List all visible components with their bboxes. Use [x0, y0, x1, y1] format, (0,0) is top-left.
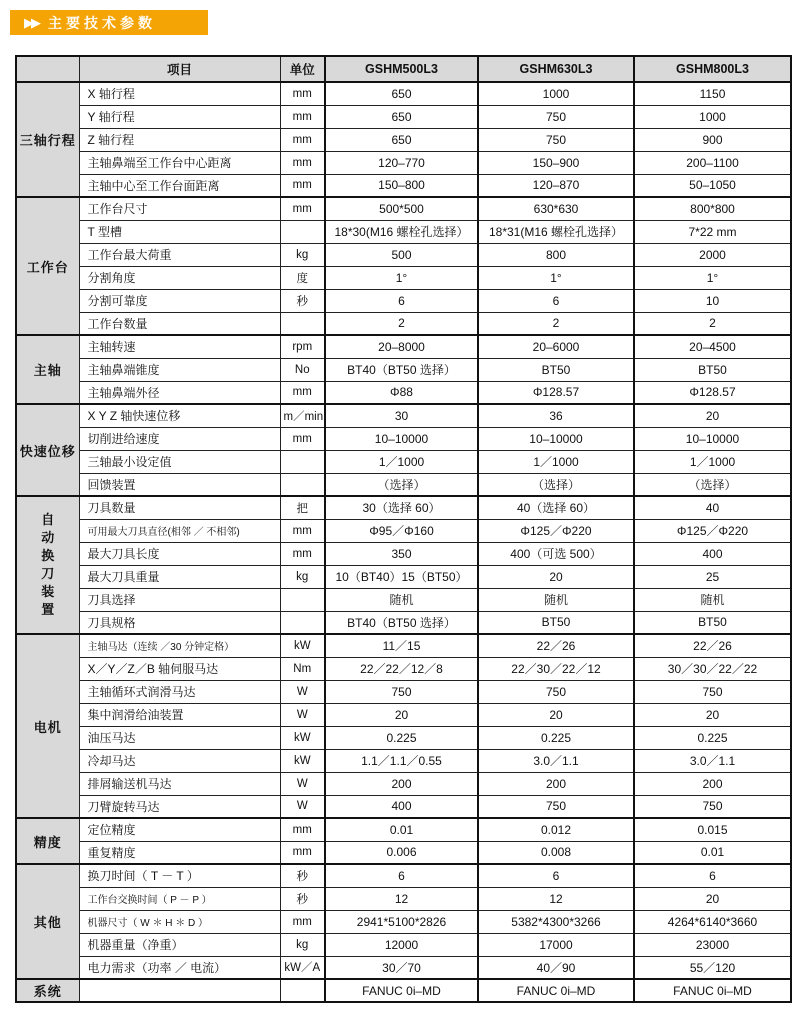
spec-value: 1000 — [478, 82, 634, 105]
spec-value: 1／1000 — [325, 450, 478, 473]
spec-row — [16, 795, 791, 818]
spec-value: （选择） — [634, 473, 791, 496]
spec-unit: kg — [280, 243, 325, 266]
spec-value: 750 — [478, 128, 634, 151]
row-group-label: 其他 — [16, 864, 79, 979]
spec-row — [16, 243, 791, 266]
spec-value: Φ125／Φ220 — [478, 519, 634, 542]
spec-value: FANUC 0i–MD — [325, 979, 478, 1002]
row-group-label: 自 动 换 刀 装 置 — [16, 496, 79, 634]
spec-value: 400 — [634, 542, 791, 565]
spec-row — [16, 680, 791, 703]
spec-row — [16, 749, 791, 772]
spec-unit: mm — [280, 82, 325, 105]
spec-value: 11／15 — [325, 634, 478, 657]
spec-value: 10 — [634, 289, 791, 312]
spec-item-label: 集中润滑给油装置 — [79, 703, 280, 726]
spec-value: 20–4500 — [634, 335, 791, 358]
spec-value: 20 — [634, 887, 791, 910]
spec-unit: m／min — [280, 404, 325, 427]
spec-row — [16, 105, 791, 128]
spec-row — [16, 864, 791, 887]
spec-row — [16, 312, 791, 335]
spec-value: 0.012 — [478, 818, 634, 841]
spec-value: Φ88 — [325, 381, 478, 404]
spec-item-label — [79, 979, 280, 1002]
spec-unit: kg — [280, 933, 325, 956]
spec-row — [16, 450, 791, 473]
spec-value: 20 — [478, 703, 634, 726]
spec-unit: mm — [280, 128, 325, 151]
spec-row — [16, 174, 791, 197]
row-group-label: 主轴 — [16, 335, 79, 404]
spec-item-label: 定位精度 — [79, 818, 280, 841]
spec-value: 12000 — [325, 933, 478, 956]
spec-item-label: 工作台尺寸 — [79, 197, 280, 220]
spec-row — [16, 519, 791, 542]
spec-unit: W — [280, 772, 325, 795]
spec-value: 20–6000 — [478, 335, 634, 358]
spec-value: 400 — [325, 795, 478, 818]
spec-table — [15, 55, 792, 1003]
spec-unit — [280, 473, 325, 496]
spec-item-label: 分割角度 — [79, 266, 280, 289]
spec-value: 23000 — [634, 933, 791, 956]
spec-value: 0.225 — [325, 726, 478, 749]
spec-row — [16, 404, 791, 427]
spec-value: 30／70 — [325, 956, 478, 979]
spec-item-label: 油压马达 — [79, 726, 280, 749]
spec-value: 随机 — [634, 588, 791, 611]
spec-value: 10–10000 — [634, 427, 791, 450]
spec-value: 22／26 — [478, 634, 634, 657]
spec-value: BT50 — [478, 611, 634, 634]
spec-item-label: 刀具数量 — [79, 496, 280, 519]
spec-item-label: 主轴鼻端外径 — [79, 381, 280, 404]
spec-item-label: 最大刀具重量 — [79, 565, 280, 588]
spec-value: 750 — [478, 105, 634, 128]
spec-value: 0.008 — [478, 841, 634, 864]
spec-row — [16, 335, 791, 358]
row-group-label: 三轴行程 — [16, 82, 79, 197]
row-group-label: 系统 — [16, 979, 79, 1002]
header-item: 项目 — [79, 56, 280, 82]
spec-item-label: 工作台最大荷重 — [79, 243, 280, 266]
spec-value: 10（BT40）15（BT50） — [325, 565, 478, 588]
spec-item-label: X／Y／Z／B 轴伺服马达 — [79, 657, 280, 680]
spec-row — [16, 611, 791, 634]
spec-value: 17000 — [478, 933, 634, 956]
spec-item-label: 主轴鼻端至工作台中心距离 — [79, 151, 280, 174]
spec-unit — [280, 979, 325, 1002]
spec-value: 120–870 — [478, 174, 634, 197]
spec-value: 30 — [325, 404, 478, 427]
spec-item-label: 主轴鼻端锥度 — [79, 358, 280, 381]
spec-value: 650 — [325, 82, 478, 105]
spec-item-label: 冷却马达 — [79, 749, 280, 772]
spec-row — [16, 358, 791, 381]
spec-value: 1.1／1.1／0.55 — [325, 749, 478, 772]
spec-unit: mm — [280, 519, 325, 542]
spec-unit — [280, 588, 325, 611]
spec-row — [16, 496, 791, 519]
spec-value: 40（选择 60） — [478, 496, 634, 519]
spec-value: 22／26 — [634, 634, 791, 657]
spec-item-label: 三轴最小设定值 — [79, 450, 280, 473]
spec-item-label: 排屑输送机马达 — [79, 772, 280, 795]
spec-row — [16, 588, 791, 611]
spec-value: 200–1100 — [634, 151, 791, 174]
spec-row — [16, 726, 791, 749]
spec-unit: mm — [280, 841, 325, 864]
header-row — [16, 56, 791, 82]
spec-unit: 把 — [280, 496, 325, 519]
spec-value: 22／30／22／12 — [478, 657, 634, 680]
spec-value: 200 — [634, 772, 791, 795]
spec-value: 0.006 — [325, 841, 478, 864]
spec-value: 900 — [634, 128, 791, 151]
spec-value: BT40（BT50 选择） — [325, 611, 478, 634]
spec-row — [16, 772, 791, 795]
spec-value: 1／1000 — [478, 450, 634, 473]
header-model-2: GSHM630L3 — [478, 56, 634, 82]
spec-value: Φ95／Φ160 — [325, 519, 478, 542]
spec-value: 150–800 — [325, 174, 478, 197]
spec-value: 6 — [325, 864, 478, 887]
spec-row — [16, 220, 791, 243]
spec-value: 0.015 — [634, 818, 791, 841]
spec-value: 400（可选 500） — [478, 542, 634, 565]
spec-row — [16, 473, 791, 496]
spec-item-label: 工作台交换时间（ P － P ） — [79, 887, 280, 910]
spec-value: 12 — [478, 887, 634, 910]
spec-item-label: 主轴转速 — [79, 335, 280, 358]
spec-row — [16, 657, 791, 680]
spec-unit: mm — [280, 105, 325, 128]
spec-row — [16, 979, 791, 1002]
spec-item-label: T 型槽 — [79, 220, 280, 243]
section-title-banner — [10, 10, 208, 35]
spec-value: 1° — [325, 266, 478, 289]
spec-value: 1° — [478, 266, 634, 289]
spec-unit — [280, 312, 325, 335]
spec-value: 800 — [478, 243, 634, 266]
spec-unit: W — [280, 795, 325, 818]
spec-unit: W — [280, 703, 325, 726]
row-group-label: 电机 — [16, 634, 79, 818]
spec-value: FANUC 0i–MD — [634, 979, 791, 1002]
spec-unit — [280, 611, 325, 634]
spec-value: 650 — [325, 105, 478, 128]
spec-row — [16, 151, 791, 174]
header-corner — [16, 56, 79, 82]
spec-value: 750 — [634, 795, 791, 818]
spec-value: 36 — [478, 404, 634, 427]
spec-item-label: 切削进给速度 — [79, 427, 280, 450]
spec-unit: mm — [280, 174, 325, 197]
spec-value: 200 — [478, 772, 634, 795]
spec-value: 25 — [634, 565, 791, 588]
spec-unit: mm — [280, 197, 325, 220]
spec-value: 20 — [478, 565, 634, 588]
spec-value: 650 — [325, 128, 478, 151]
spec-value: 6 — [478, 864, 634, 887]
spec-value: 20–8000 — [325, 335, 478, 358]
spec-item-label: 主轴马达（连续 ／30 分钟定格） — [79, 634, 280, 657]
spec-row — [16, 887, 791, 910]
spec-value: 12 — [325, 887, 478, 910]
spec-item-label: 重复精度 — [79, 841, 280, 864]
spec-row — [16, 266, 791, 289]
spec-value: Φ128.57 — [478, 381, 634, 404]
spec-unit: kg — [280, 565, 325, 588]
spec-unit — [280, 450, 325, 473]
spec-unit: kW — [280, 749, 325, 772]
spec-value: Φ125／Φ220 — [634, 519, 791, 542]
spec-value: 18*31(M16 螺栓孔选择） — [478, 220, 634, 243]
spec-value: 6 — [325, 289, 478, 312]
spec-row — [16, 910, 791, 933]
page-title: 主要技术参数 — [48, 14, 156, 31]
spec-value: 10–10000 — [478, 427, 634, 450]
spec-value: 6 — [478, 289, 634, 312]
spec-value: 50–1050 — [634, 174, 791, 197]
spec-value: 0.01 — [634, 841, 791, 864]
spec-item-label: 工作台数量 — [79, 312, 280, 335]
spec-item-label: 刀具选择 — [79, 588, 280, 611]
spec-value: 2000 — [634, 243, 791, 266]
spec-value: 随机 — [478, 588, 634, 611]
spec-value: 0.225 — [478, 726, 634, 749]
spec-item-label: 主轴循环式润滑马达 — [79, 680, 280, 703]
spec-item-label: 最大刀具长度 — [79, 542, 280, 565]
spec-value: 20 — [325, 703, 478, 726]
spec-item-label: Y 轴行程 — [79, 105, 280, 128]
spec-item-label: 分割可靠度 — [79, 289, 280, 312]
spec-value: BT50 — [478, 358, 634, 381]
spec-row — [16, 703, 791, 726]
spec-unit: W — [280, 680, 325, 703]
header-model-3: GSHM800L3 — [634, 56, 791, 82]
spec-value: BT50 — [634, 611, 791, 634]
spec-unit: 秒 — [280, 887, 325, 910]
spec-row — [16, 542, 791, 565]
spec-row — [16, 634, 791, 657]
spec-unit: mm — [280, 427, 325, 450]
spec-value: 30／30／22／22 — [634, 657, 791, 680]
spec-row — [16, 289, 791, 312]
spec-value: 750 — [478, 795, 634, 818]
spec-value: 6 — [634, 864, 791, 887]
spec-unit: rpm — [280, 335, 325, 358]
spec-value: FANUC 0i–MD — [478, 979, 634, 1002]
spec-value: BT50 — [634, 358, 791, 381]
spec-value: 20 — [634, 703, 791, 726]
spec-value: 20 — [634, 404, 791, 427]
spec-value: 1° — [634, 266, 791, 289]
spec-item-label: 换刀时间（ T － T ） — [79, 864, 280, 887]
spec-value: 1000 — [634, 105, 791, 128]
spec-value: （选择） — [325, 473, 478, 496]
spec-row — [16, 128, 791, 151]
spec-row — [16, 818, 791, 841]
spec-unit: Nm — [280, 657, 325, 680]
spec-value: 0.01 — [325, 818, 478, 841]
spec-row — [16, 933, 791, 956]
spec-unit: mm — [280, 381, 325, 404]
spec-value: 630*630 — [478, 197, 634, 220]
spec-item-label: X 轴行程 — [79, 82, 280, 105]
spec-value: 18*30(M16 螺栓孔选择） — [325, 220, 478, 243]
spec-unit — [280, 220, 325, 243]
spec-row — [16, 956, 791, 979]
spec-value: 4264*6140*3660 — [634, 910, 791, 933]
spec-row — [16, 197, 791, 220]
spec-item-label: 主轴中心至工作台面距离 — [79, 174, 280, 197]
spec-value: 2941*5100*2826 — [325, 910, 478, 933]
spec-value: Φ128.57 — [634, 381, 791, 404]
spec-value: BT40（BT50 选择） — [325, 358, 478, 381]
spec-value: 0.225 — [634, 726, 791, 749]
spec-value: 40／90 — [478, 956, 634, 979]
header-unit: 单位 — [280, 56, 325, 82]
spec-value: 2 — [634, 312, 791, 335]
spec-item-label: 刀臂旋转马达 — [79, 795, 280, 818]
spec-unit: kW／A — [280, 956, 325, 979]
spec-value: 随机 — [325, 588, 478, 611]
spec-value: 10–10000 — [325, 427, 478, 450]
spec-value: 120–770 — [325, 151, 478, 174]
spec-value: 40 — [634, 496, 791, 519]
double-arrow-icon: ▶▶ — [24, 15, 38, 30]
spec-value: 1／1000 — [634, 450, 791, 473]
spec-value: 1150 — [634, 82, 791, 105]
spec-value: 3.0／1.1 — [478, 749, 634, 772]
spec-row — [16, 427, 791, 450]
spec-value: 500*500 — [325, 197, 478, 220]
spec-value: 750 — [478, 680, 634, 703]
spec-row — [16, 82, 791, 105]
spec-item-label: 刀具规格 — [79, 611, 280, 634]
row-group-label: 精度 — [16, 818, 79, 864]
spec-row — [16, 381, 791, 404]
spec-unit: mm — [280, 151, 325, 174]
spec-value: 2 — [325, 312, 478, 335]
spec-item-label: 机器尺寸（ W ＊ H ＊ D ） — [79, 910, 280, 933]
spec-unit: 秒 — [280, 864, 325, 887]
row-group-label: 工作台 — [16, 197, 79, 335]
spec-value: 500 — [325, 243, 478, 266]
spec-unit: No — [280, 358, 325, 381]
header-model-1: GSHM500L3 — [325, 56, 478, 82]
spec-item-label: 可用最大刀具直径(相邻 ／ 不相邻) — [79, 519, 280, 542]
spec-item-label: 电力需求（功率 ／ 电流） — [79, 956, 280, 979]
spec-value: 7*22 mm — [634, 220, 791, 243]
spec-value: 200 — [325, 772, 478, 795]
spec-item-label: Z 轴行程 — [79, 128, 280, 151]
spec-value: 150–900 — [478, 151, 634, 174]
spec-value: 30（选择 60） — [325, 496, 478, 519]
spec-value: 2 — [478, 312, 634, 335]
spec-value: （选择） — [478, 473, 634, 496]
spec-row — [16, 841, 791, 864]
spec-unit: mm — [280, 910, 325, 933]
spec-item-label: X Y Z 轴快速位移 — [79, 404, 280, 427]
spec-unit: 秒 — [280, 289, 325, 312]
spec-unit: kW — [280, 634, 325, 657]
spec-unit: 度 — [280, 266, 325, 289]
spec-value: 800*800 — [634, 197, 791, 220]
spec-value: 5382*4300*3266 — [478, 910, 634, 933]
spec-value: 55／120 — [634, 956, 791, 979]
spec-unit: mm — [280, 542, 325, 565]
spec-unit: mm — [280, 818, 325, 841]
spec-unit: kW — [280, 726, 325, 749]
spec-value: 750 — [634, 680, 791, 703]
spec-value: 3.0／1.1 — [634, 749, 791, 772]
row-group-label: 快速位移 — [16, 404, 79, 496]
spec-value: 22／22／12／8 — [325, 657, 478, 680]
spec-item-label: 回馈装置 — [79, 473, 280, 496]
spec-item-label: 机器重量（净重） — [79, 933, 280, 956]
spec-value: 750 — [325, 680, 478, 703]
spec-row — [16, 565, 791, 588]
spec-value: 350 — [325, 542, 478, 565]
